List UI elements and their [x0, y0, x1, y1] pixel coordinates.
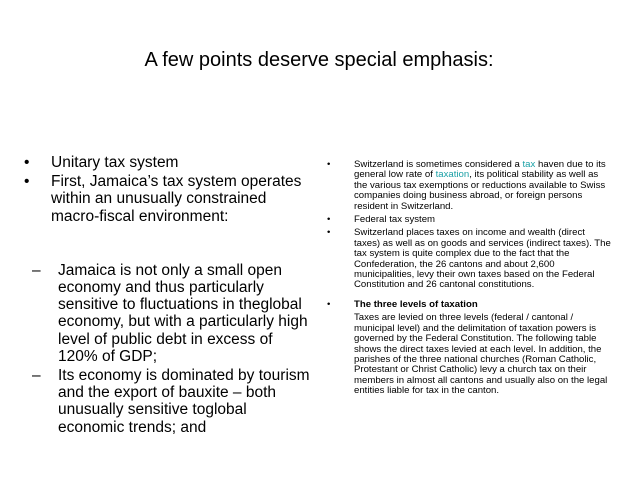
- text-segment: haven due to its general low rate of: [354, 159, 606, 181]
- taxation-link[interactable]: taxation: [435, 169, 470, 181]
- tax-link[interactable]: tax: [522, 159, 536, 170]
- bullet-unitary-tax: [24, 154, 316, 171]
- bullet-text: First, Jamaica’s tax system operates within an unusually constrained macro-fiscal environment:: [51, 173, 302, 225]
- bullet-jamaica-tax-system: [24, 173, 316, 225]
- right-bullet-three-levels: [322, 300, 612, 397]
- right-column: [322, 160, 612, 400]
- bullet-glyph: •: [327, 159, 331, 170]
- right-bullet-switzerland-taxes: [322, 228, 612, 290]
- sub-bullet-tourism-bauxite: [24, 367, 316, 436]
- bullet-text: Federal tax system: [354, 214, 436, 226]
- dash-glyph: –: [32, 261, 41, 279]
- bullet-glyph: •: [24, 154, 30, 171]
- section-body: Taxes are levied on three levels (federal / cantonal / municipal level) and the delimitation of taxation powers is governed by the Federal Constitution. The following table shows the direct taxes levied at each level. In addition, the parishes of the three national churches (Roman Catholic, Protestant or Christ Catholic) levy a church tax on their members in almost all cantons and usually also on the legal entities liable for tax in the canton.: [354, 312, 608, 397]
- dash-glyph: –: [32, 367, 41, 385]
- bullet-glyph: •: [327, 298, 331, 310]
- bullet-text: Switzerland places taxes on income and wealth (direct taxes) as well as on goods and services (indirect taxes). The tax system is quite complex due to the fact that the Confederation, the 26 cantons and about 2,600 municipalities, levy their own taxes based on the Federal Constitution and 26 cantonal constitutions.: [354, 227, 611, 291]
- text-segment: Switzerland is sometimes considered a: [354, 159, 523, 170]
- slide-title: A few points deserve special emphasis:: [144, 49, 494, 71]
- sub-bullet-text: Its economy is dominated by tourism and the export of bauxite – both unusually sensitive toglobal economic trends; and: [58, 367, 310, 436]
- text-segment: , its political stability as well as the various tax exemptions or reductions available to Swiss companies doing business abroad, or foreign persons resident in Switzerland.: [354, 169, 606, 212]
- section-heading: The three levels of taxation: [354, 298, 478, 310]
- right-bullet-tax-haven: [322, 160, 612, 212]
- sub-bullet-text: Jamaica is not only a small open economy and thus particularly sensitive to fluctuations in theglobal economy, but with a particularly high level of public debt in excess of 120% of GDP;: [58, 261, 308, 365]
- spacer: [24, 227, 316, 262]
- left-column: [24, 154, 316, 438]
- bullet-text: Unitary tax system: [51, 154, 179, 171]
- bullet-glyph: •: [327, 227, 331, 239]
- right-bullet-federal-tax-system: [322, 215, 612, 225]
- sub-bullet-open-economy: [24, 262, 316, 365]
- bullet-glyph: •: [24, 173, 30, 191]
- bullet-glyph: •: [327, 214, 331, 226]
